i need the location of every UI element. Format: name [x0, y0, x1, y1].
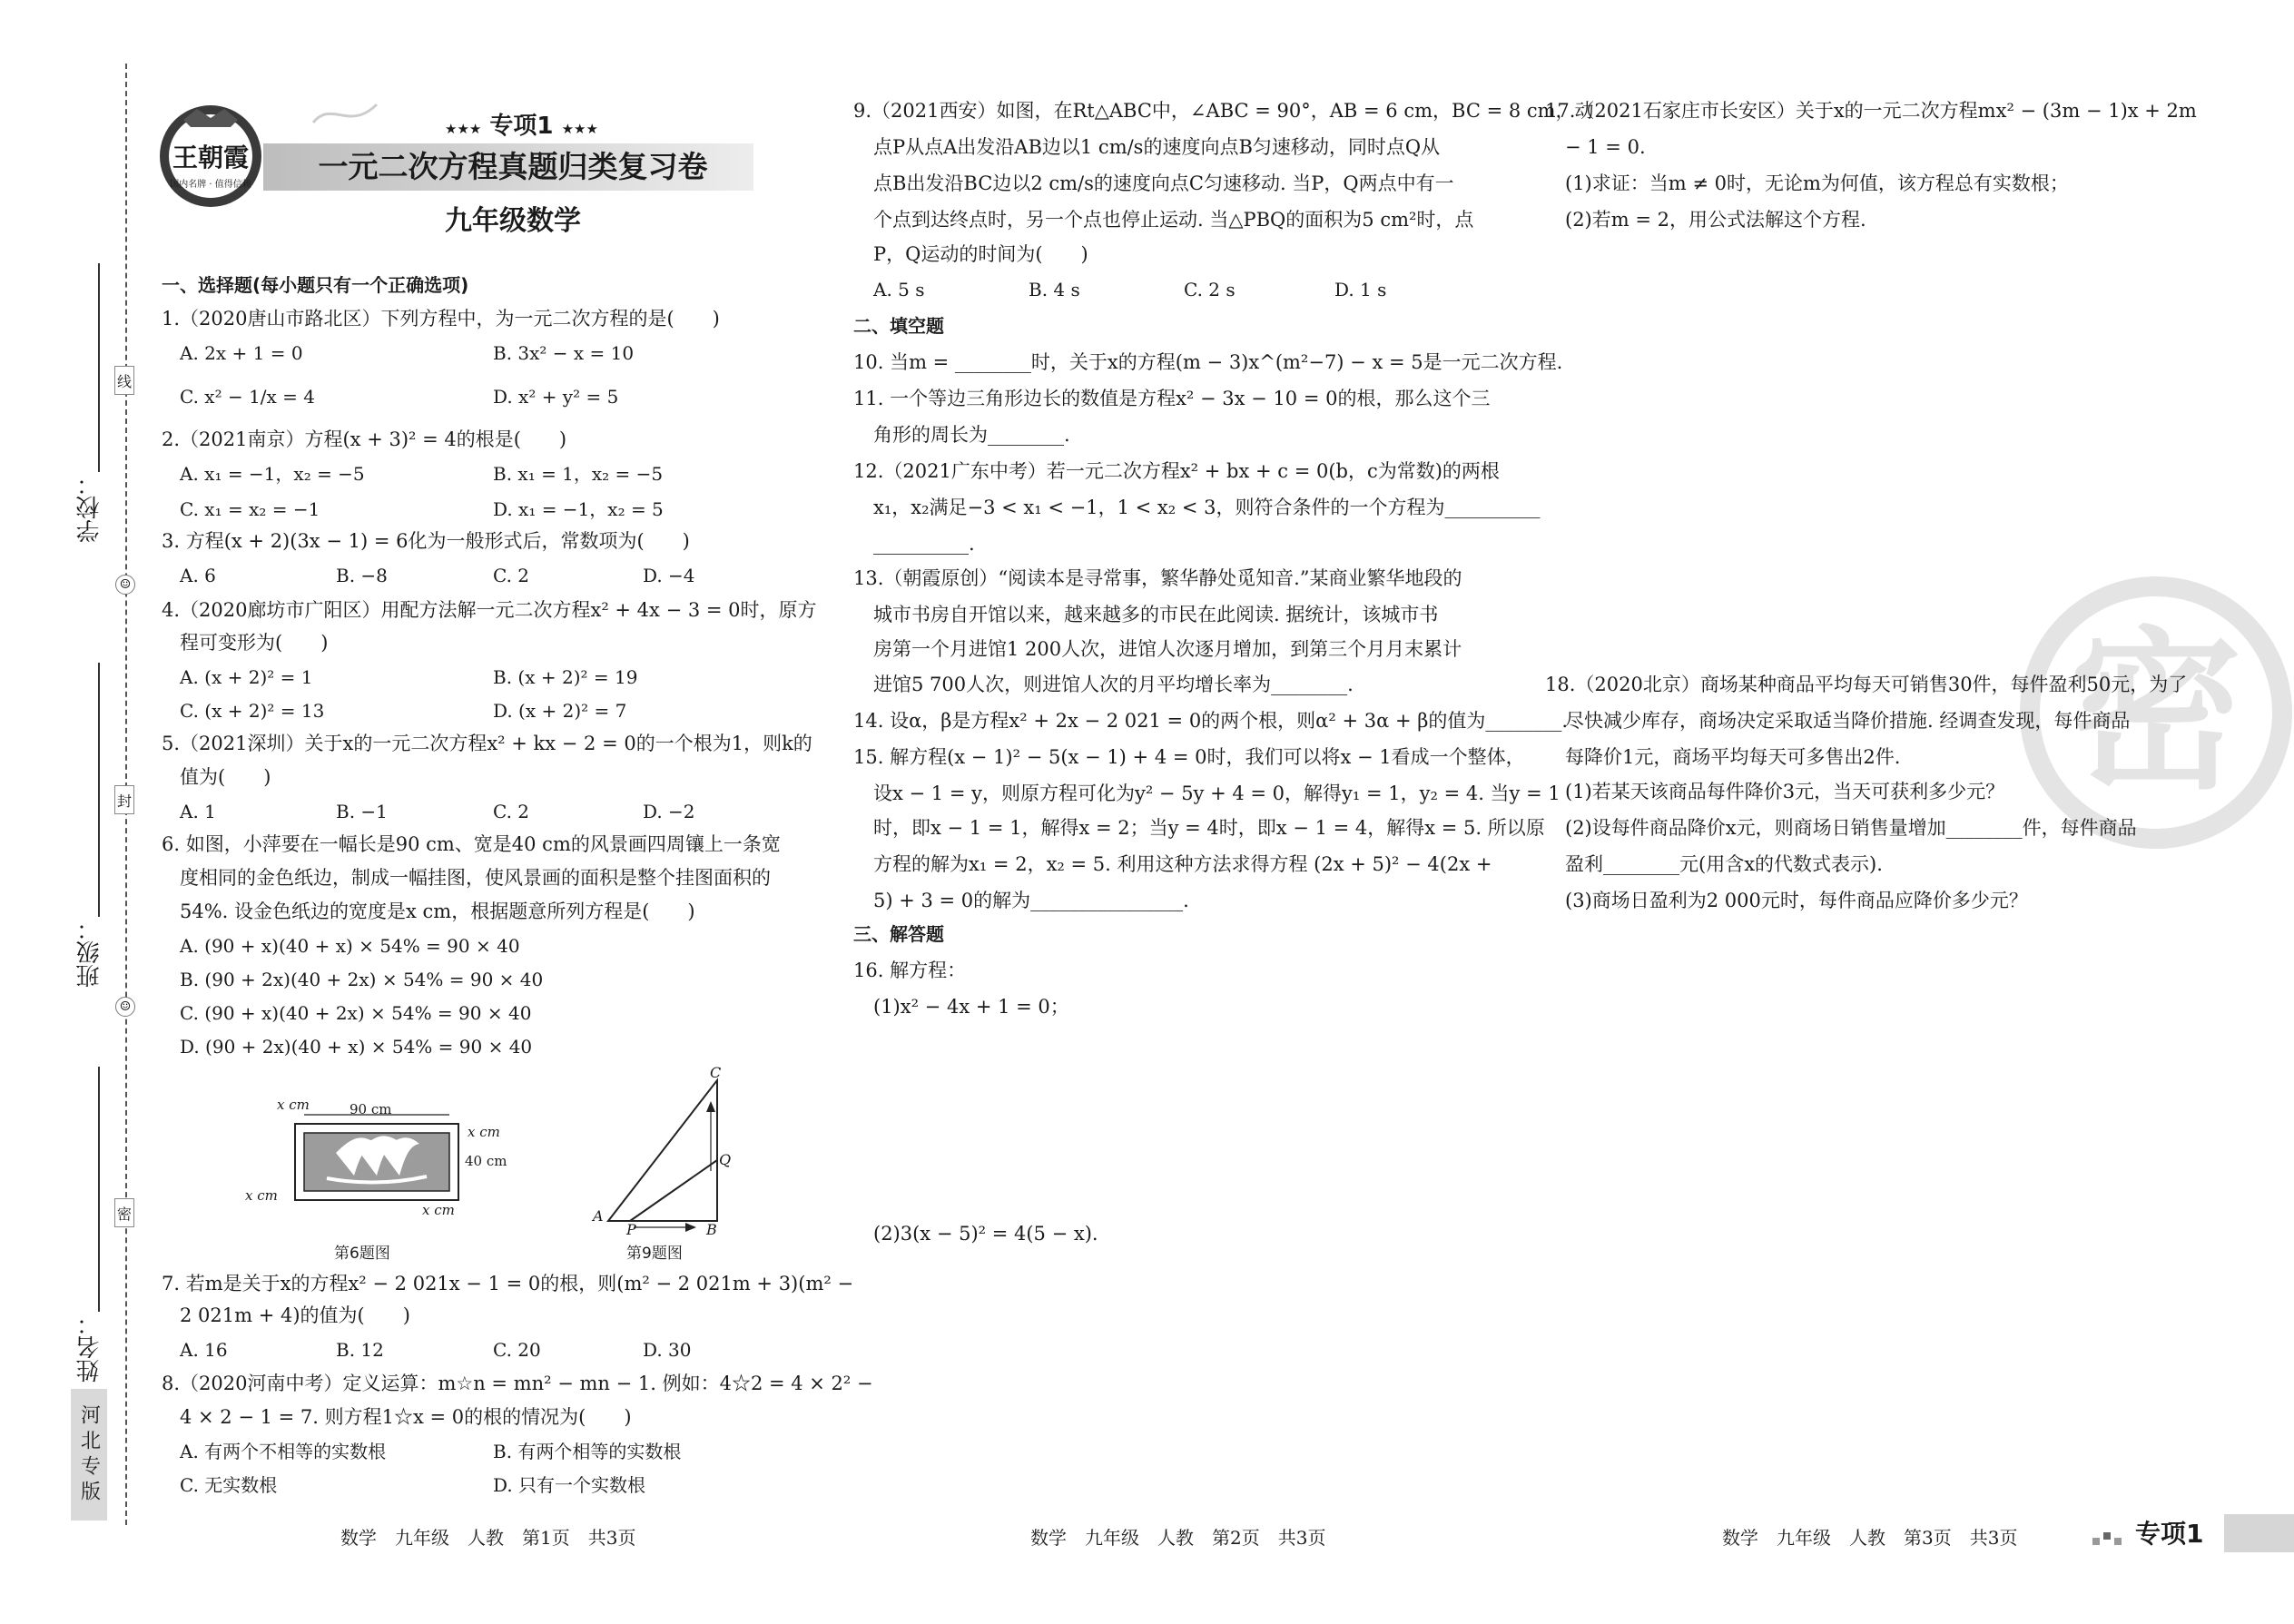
q1-stem: 1.（2020唐山市路北区）下列方程中，为一元二次方程的是( ) — [162, 308, 720, 330]
q17-stem-cont: − 1 = 0. — [1565, 136, 1646, 158]
q8-stem-cont: 4 × 2 − 1 = 7. 则方程1☆x = 0的根的情况为( ) — [180, 1406, 632, 1428]
q5-option-d: D. −2 — [643, 801, 695, 822]
q18-stem: 18.（2020北京）商场某种商品平均每天可销售30件，每件盈利50元，为了 — [1545, 674, 2188, 695]
logo — [156, 102, 265, 211]
q6-stem: 6. 如图，小萍要在一幅长是90 cm、宽是40 cm的风景画四周镶上一条宽 — [162, 833, 781, 855]
q13-stem-line3: 房第一个月进馆1 200人次，进馆人次逐月增加，到第三个月月末累计 — [873, 638, 1462, 660]
q17-part-1: (1)求证：当m ≠ 0时，无论m为何值，该方程总有实数根； — [1565, 172, 2069, 194]
name-label: 姓名： — [76, 1312, 103, 1383]
fig9-label-a: A — [593, 1207, 604, 1225]
q12-stem-line3: __________. — [873, 533, 975, 555]
q7-option-b: B. 12 — [336, 1339, 384, 1361]
q6-stem-line3: 54%. 设金色纸边的宽度是x cm，根据题意所列方程是( ) — [180, 901, 695, 922]
footer-decor — [2092, 1525, 2129, 1547]
seal-mark: 封 — [114, 785, 134, 814]
secret-mark: 密 — [114, 1198, 134, 1227]
q3-stem: 3. 方程(x + 2)(3x − 1) = 6化为一般形式后，常数项为( ) — [162, 530, 690, 552]
q8-option-b: B. 有两个相等的实数根 — [493, 1441, 682, 1462]
q2-option-a: A. x₁ = −1，x₂ = −5 — [180, 463, 365, 485]
q15-stem: 15. 解方程(x − 1)² − 5(x − 1) + 4 = 0时，我们可以将x − 1看成一个整体， — [853, 746, 1525, 768]
q2-stem: 2.（2021南京）方程(x + 3)² = 4的根是( ) — [162, 428, 567, 450]
logo-text: 王朝霞 — [172, 143, 249, 172]
q9-option-a: A. 5 s — [873, 279, 925, 300]
q5-option-a: A. 1 — [180, 801, 216, 822]
figure-9 — [590, 1064, 735, 1238]
q15-stem-line4: 方程的解为x₁ = 2，x₂ = 5. 利用这种方法求得方程 (2x + 5)² − 4(2x + — [873, 853, 1492, 875]
section-3-heading: 三、解答题 — [853, 923, 944, 945]
q18-part-2-cont: 盈利________元(用含x的代数式表示). — [1565, 853, 1883, 875]
q5-stem: 5.（2021深圳）关于x的一元二次方程x² + kx − 2 = 0的一个根为1，则k的 — [162, 733, 812, 754]
q8-option-c: C. 无实数根 — [180, 1474, 278, 1496]
sidebar-line-1 — [98, 263, 100, 472]
q3-option-c: C. 2 — [493, 565, 530, 586]
q1-option-a: A. 2x + 1 = 0 — [180, 342, 303, 364]
q11-stem-cont: 角形的周长为________. — [873, 424, 1070, 446]
q6-option-b: B. (90 + 2x)(40 + 2x) × 54% = 90 × 40 — [180, 969, 544, 990]
q15-stem-line3: 时，即x − 1 = 1，解得x = 2；当y = 4时，即x − 1 = 4，解得x = 5. 所以原 — [873, 817, 1545, 839]
q9-stem: 9.（2021西安）如图，在Rt△ABC中，∠ABC = 90°，AB = 6 cm，BC = 8 cm，动 — [853, 100, 1594, 122]
fig9-label-c: C — [710, 1064, 722, 1081]
q7-option-c: C. 20 — [493, 1339, 541, 1361]
q3-option-d: D. −4 — [643, 565, 695, 586]
q18-part-3: (3)商场日盈利为2 000元时，每件商品应降价多少元？ — [1565, 890, 2028, 911]
fig6-height-label: 40 cm — [465, 1153, 507, 1169]
sidebar-line-2 — [98, 663, 100, 917]
footer-page-3: 数学 九年级 人教 第3页 共3页 — [1722, 1527, 2018, 1549]
ribbon-icon — [309, 95, 381, 132]
sidebar-line-3 — [98, 1067, 100, 1312]
q9-stem-line3: 点B出发沿BC边以2 cm/s的速度向点C匀速移动. 当P，Q两点中有一 — [873, 172, 1454, 194]
figure-9-caption: 第9题图 — [626, 1245, 683, 1263]
q2-option-d: D. x₁ = −1，x₂ = 5 — [493, 498, 664, 520]
q9-option-b: B. 4 s — [1029, 279, 1080, 300]
q9-stem-line2: 点P从点A出发沿AB边以1 cm/s的速度向点B匀速移动，同时点Q从 — [873, 136, 1441, 158]
footer-page-2: 数学 九年级 人教 第2页 共3页 — [1030, 1527, 1326, 1549]
q6-option-c: C. (90 + x)(40 + 2x) × 54% = 90 × 40 — [180, 1002, 532, 1024]
q15-stem-line5: 5) + 3 = 0的解为________________. — [873, 890, 1189, 911]
special-label: ★★★ 专项1 ★★★ — [445, 113, 598, 140]
q9-option-d: D. 1 s — [1334, 279, 1387, 300]
q2-option-c: C. x₁ = x₂ = −1 — [180, 498, 320, 520]
q8-stem: 8.（2020河南中考）定义运算：m☆n = mn² − mn − 1. 例如：4☆2 = 4 × 2² − — [162, 1373, 873, 1394]
q16-stem: 16. 解方程： — [853, 960, 967, 981]
q12-stem-line2: x₁，x₂满足−3 < x₁ < −1，1 < x₂ < 3，则符合条件的一个方程为__________ — [873, 497, 1541, 518]
q5-stem-cont: 值为( ) — [180, 766, 271, 788]
stars-icon: ★★★ — [445, 121, 482, 137]
q9-stem-line5: P，Q运动的时间为( ) — [873, 243, 1088, 265]
q14-stem: 14. 设α，β是方程x² + 2x − 2 021 = 0的两个根，则α² + 3α + β的值为________. — [853, 710, 1569, 732]
fig9-label-b: B — [706, 1221, 717, 1238]
q4-option-d: D. (x + 2)² = 7 — [493, 700, 627, 722]
figure-6 — [245, 1089, 517, 1218]
page-title: 一元二次方程真题归类复习卷 — [318, 149, 708, 184]
footer-tag-bar — [2224, 1514, 2294, 1552]
q16-part-1: (1)x² − 4x + 1 = 0； — [873, 996, 1069, 1018]
q1-option-b: B. 3x² − x = 10 — [493, 342, 635, 364]
q3-option-a: A. 6 — [180, 565, 216, 586]
stars-icon: ★★★ — [561, 121, 598, 137]
q4-stem-cont: 程可变形为( ) — [180, 632, 329, 654]
q17-stem: 17.（2021石家庄市长安区）关于x的一元二次方程mx² − (3m − 1)x + 2m — [1545, 100, 2197, 122]
q4-stem: 4.（2020廊坊市广阳区）用配方法解一元二次方程x² + 4x − 3 = 0时，原方 — [162, 599, 817, 621]
watermark-text: 密 — [2069, 612, 2242, 812]
fig9-label-p: P — [626, 1221, 636, 1238]
q18-part-1: (1)若某天该商品每件降价3元，当天可获利多少元？ — [1565, 781, 2005, 802]
page-subtitle: 九年级数学 — [445, 205, 581, 237]
q1-option-d: D. x² + y² = 5 — [493, 386, 619, 408]
q5-option-b: B. −1 — [336, 801, 388, 822]
section-1-heading: 一、选择题(每小题只有一个正确选项) — [162, 274, 469, 296]
q9-stem-line4: 个点到达终点时，另一个点也停止运动. 当△PBQ的面积为5 cm²时，点 — [873, 209, 1474, 231]
q1-option-c: C. x² − 1/x = 4 — [180, 386, 316, 408]
q3-option-b: B. −8 — [336, 565, 388, 586]
logo-subtext: 国内名牌 · 值得信赖 — [170, 180, 251, 190]
fig6-x-right-label: x cm — [468, 1124, 500, 1140]
q11-stem: 11. 一个等边三角形边长的数值是方程x² − 3x − 10 = 0的根，那么这个三 — [853, 388, 1491, 409]
class-label: 班级： — [76, 917, 103, 988]
line-mark: 线 — [114, 366, 134, 395]
q2-option-b: B. x₁ = 1，x₂ = −5 — [493, 463, 664, 485]
q16-part-2: (2)3(x − 5)² = 4(5 − x). — [873, 1223, 1098, 1245]
q13-stem: 13.（朝霞原创）“阅读本是寻常事，繁华静处觅知音.”某商业繁华地段的 — [853, 567, 1462, 589]
fig6-x-bottom-label: x cm — [422, 1202, 455, 1218]
smiley-icon: ☺ — [115, 997, 135, 1017]
footer-tag: 专项1 — [2135, 1519, 2204, 1549]
q15-stem-line2: 设x − 1 = y，则原方程可化为y² − 5y + 4 = 0，解得y₁ = 1，y₂ = 4. 当y = 1 — [873, 782, 1561, 804]
q4-option-c: C. (x + 2)² = 13 — [180, 700, 325, 722]
q7-option-a: A. 16 — [180, 1339, 228, 1361]
q7-option-d: D. 30 — [643, 1339, 692, 1361]
q7-stem-cont: 2 021m + 4)的值为( ) — [180, 1304, 410, 1326]
q8-option-a: A. 有两个不相等的实数根 — [180, 1441, 387, 1462]
q4-option-b: B. (x + 2)² = 19 — [493, 666, 638, 688]
q6-option-a: A. (90 + x)(40 + x) × 54% = 90 × 40 — [180, 935, 520, 957]
q18-stem-line2: 尽快减少库存，商场决定采取适当降价措施. 经调查发现，每件商品 — [1565, 710, 2131, 732]
fig6-x-top-label: x cm — [277, 1097, 310, 1113]
smiley-icon: ☺ — [115, 575, 135, 595]
q17-part-2: (2)若m = 2，用公式法解这个方程. — [1565, 209, 1866, 231]
footer-page-1: 数学 九年级 人教 第1页 共3页 — [340, 1527, 636, 1549]
edition-badge — [71, 1389, 107, 1521]
q6-stem-line2: 度相同的金色纸边，制成一幅挂图，使风景画的面积是整个挂图面积的 — [180, 867, 771, 889]
q6-option-d: D. (90 + 2x)(40 + x) × 54% = 90 × 40 — [180, 1036, 533, 1058]
fig9-label-q: Q — [719, 1151, 732, 1168]
q8-option-d: D. 只有一个实数根 — [493, 1474, 646, 1496]
fig6-width-label: 90 cm — [350, 1101, 392, 1117]
q18-part-2: (2)设每件商品降价x元，则商场日销售量增加________件，每件商品 — [1565, 817, 2137, 839]
q13-stem-line2: 城市书房自开馆以来，越来越多的市民在此阅读. 据统计，该城市书 — [873, 604, 1439, 625]
q10-stem: 10. 当m = ________时，关于x的方程(m − 3)x^(m²−7) − x = 5是一元二次方程. — [853, 351, 1563, 373]
q12-stem: 12.（2021广东中考）若一元二次方程x² + bx + c = 0(b，c为常数)的两根 — [853, 460, 1500, 482]
figure-6-caption: 第6题图 — [334, 1245, 390, 1263]
q18-stem-line3: 每降价1元，商场平均每天可多售出2件. — [1565, 746, 1901, 768]
q7-stem: 7. 若m是关于x的方程x² − 2 021x − 1 = 0的根，则(m² − 2 021m + 3)(m² − — [162, 1273, 854, 1294]
q4-option-a: A. (x + 2)² = 1 — [180, 666, 313, 688]
section-2-heading: 二、填空题 — [853, 315, 944, 337]
q13-stem-line4: 进馆5 700人次，则进馆人次的月平均增长率为________. — [873, 674, 1354, 695]
q5-option-c: C. 2 — [493, 801, 530, 822]
edition-text: 河北专版 — [77, 1403, 101, 1506]
fig6-x-left-label: x cm — [245, 1187, 278, 1204]
q9-option-c: C. 2 s — [1184, 279, 1236, 300]
school-label: 学校： — [76, 472, 103, 543]
